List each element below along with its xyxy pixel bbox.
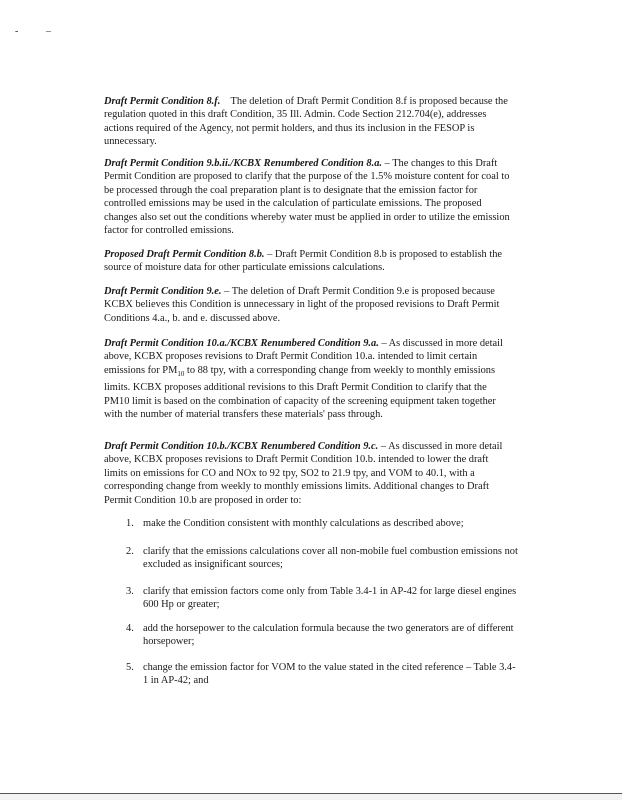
paragraph-body: – As discussed in more detail above, KCBX proposes revisions to Draft Permit Condition 10.b. intended to lower the draft limits on emissions for CO and NOx to 92 tpy, SO2 to 21.9 tpy, and VOM to 40.1, with a corresponding change from weekly to monthly emissions limits. Additional changes to Draft Permit Condition 10.b are proposed in order to: (104, 441, 503, 506)
paragraph-proposed-condition-8b (104, 248, 514, 275)
list-item-text: add the horsepower to the calculation formula because the two generators are of different horsepower; (143, 623, 514, 648)
paragraph-body-continued: to 88 tpy, with a corresponding change from weekly to monthly emissions limits. KCBX proposes additional revisions to this Draft Permit Condition to clarify that the PM10 limit is based on the combination of capacity of the screening equipment taken together with the number of material transfers these materials' pass through. (104, 364, 496, 421)
scan-bottom-edge (0, 793, 622, 800)
list-item-text: make the Condition consistent with monthly calculations as described above; (143, 518, 464, 529)
list-item-text: change the emission factor for VOM to the value stated in the cited reference – Table 3.4-1 in AP-42; and (143, 662, 516, 687)
paragraph-body: – The changes to this Draft Permit Condition are proposed to clarify that the purpose of the 1.5% moisture content for coal to be processed through the coal preparation plant is to designate that the emission factor for controlled emissions may be used in the calculation of particulate emissions. The proposed changes also set out the conditions whereby water must be applied in order to utilize the emission factor for controlled emissions. (104, 158, 510, 237)
paragraph-condition-10b (104, 440, 514, 507)
list-item-number: 2. (126, 546, 134, 557)
list-item-text: clarify that emission factors come only from Table 3.4-1 in AP-42 for large diesel engines 600 Hp or greater; (143, 586, 517, 611)
paragraph-body: The deletion of Draft Permit Condition 8.f is proposed because the regulation quoted in this draft Condition, 35 Ill. Admin. Code Section 212.704(e), addresses actions required of the Agency, not permit holders, and thus its inclusion in the FESOP is unnecessary. (104, 96, 508, 148)
paragraph-condition-10a (104, 337, 514, 422)
paragraph-heading: Proposed Draft Permit Condition 8.b. (104, 249, 265, 260)
list-item-text: clarify that the emissions calculations cover all non-mobile fuel combustion emissions not excluded as insignificant sources; (143, 546, 518, 571)
paragraph-body: – The deletion of Draft Permit Condition 9.e is proposed because KCBX believes this Condition is unnecessary in light of the proposed revisions to Draft Permit Conditions 4.a., b. and e. discussed above. (104, 286, 500, 324)
list-item (126, 545, 518, 572)
list-item (126, 622, 518, 649)
list-item (126, 517, 518, 530)
paragraph-heading: Draft Permit Condition 9.b.ii./KCBX Renumbered Condition 8.a. (104, 158, 382, 169)
list-item-number: 4. (126, 623, 134, 634)
list-item-number: 5. (126, 662, 134, 673)
list-item (126, 585, 518, 612)
scan-mark-left: - (15, 26, 19, 37)
paragraph-heading: Draft Permit Condition 8.f. (104, 96, 221, 107)
pm-subscript: 10 (177, 369, 185, 378)
paragraph-condition-9bii (104, 157, 514, 237)
list-item-number: 3. (126, 586, 134, 597)
paragraph-heading: Draft Permit Condition 10.a./KCBX Renumbered Condition 9.a. (104, 338, 379, 349)
paragraph-condition-8f (104, 95, 514, 149)
paragraph-body: – Draft Permit Condition 8.b is proposed to establish the source of moisture data for other particulate emissions calculations. (104, 249, 503, 274)
scan-mark-right: – (46, 26, 51, 37)
list-item (126, 661, 518, 688)
paragraph-body: – As discussed in more detail above, KCBX proposes revisions to Draft Permit Condition 10.a. intended to limit certain emissions for PM (104, 338, 503, 376)
paragraph-condition-9e (104, 285, 514, 325)
paragraph-heading: Draft Permit Condition 10.b./KCBX Renumbered Condition 9.c. (104, 441, 379, 452)
list-item-number: 1. (126, 518, 134, 529)
paragraph-heading: Draft Permit Condition 9.e. (104, 286, 222, 297)
